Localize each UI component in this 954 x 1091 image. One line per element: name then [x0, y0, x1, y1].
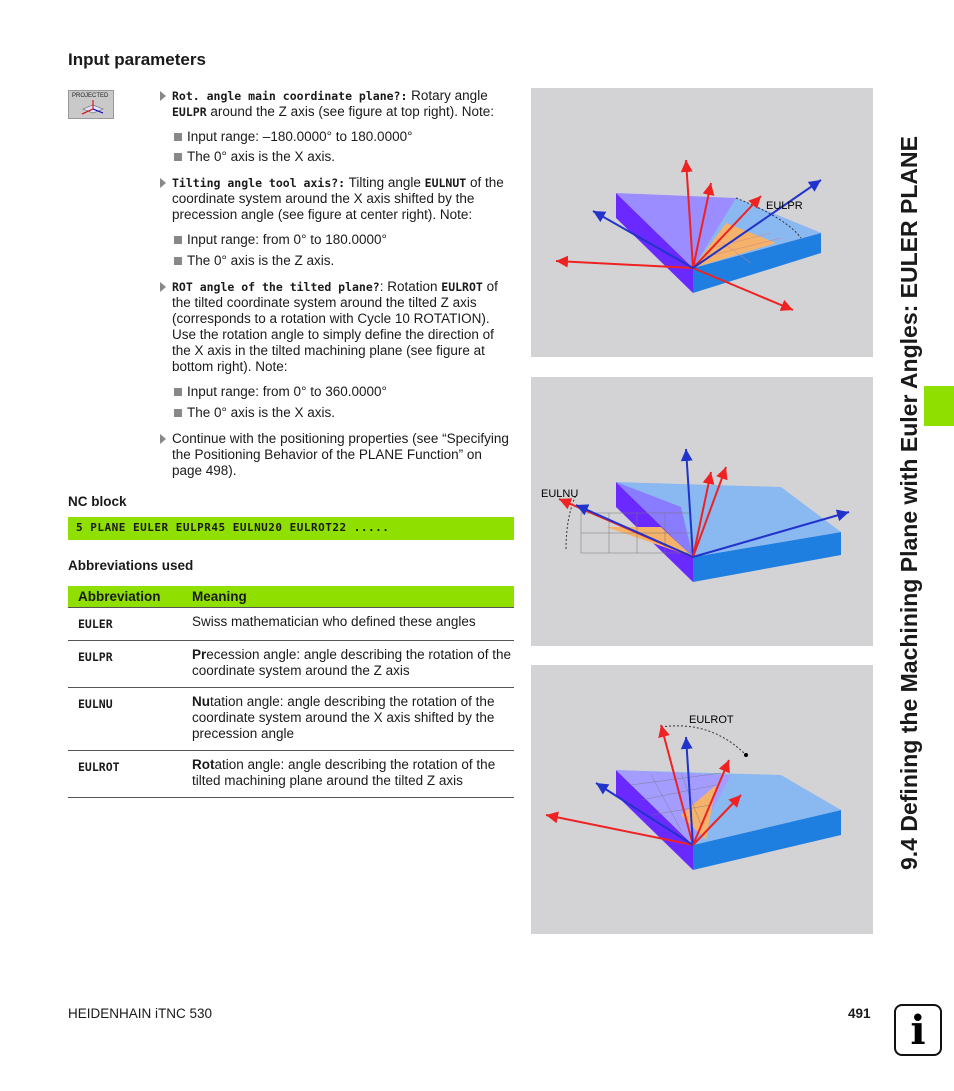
- table-header: Meaning: [182, 586, 514, 608]
- meaning-cell: [182, 688, 514, 751]
- meaning-bold: Rot: [192, 757, 215, 772]
- bullet-text: The 0° axis is the Z axis.: [187, 253, 335, 268]
- figure-label: EULROT: [689, 714, 734, 726]
- bullet-item: [174, 253, 334, 269]
- param-code: ROT angle of the tilted plane?: [172, 280, 380, 294]
- bullet-text: The 0° axis is the X axis.: [187, 149, 335, 164]
- page-number: 491: [848, 1006, 871, 1021]
- footer-product: HEIDENHAIN iTNC 530: [68, 1006, 213, 1021]
- figure-eulpr: [531, 88, 873, 357]
- meaning-text: tation angle: angle describing the rotation of the coordinate system around the X axis shifted by the precession angle: [192, 694, 495, 741]
- continue-paragraph: [160, 431, 512, 479]
- bullet-square-icon: [174, 236, 182, 244]
- param-text: of the coordinate system around the X axis shifted by the precession angle (see figure at center right). Note:: [172, 175, 504, 222]
- bullet-text: Input range: –180.0000° to 180.0000°: [187, 129, 413, 144]
- bullet-square-icon: [174, 257, 182, 265]
- section-title: Input parameters: [68, 50, 206, 69]
- eulrot-diagram: [531, 665, 873, 934]
- nc-block-code: 5 PLANE EULER EULPR45 EULNU20 EULROT22 .....: [76, 521, 390, 534]
- chapter-side-title: 9.4 Defining the Machining Plane with Euler Angles: EULER PLANE: [896, 136, 922, 870]
- bullet-text: Input range: from 0° to 180.0000°: [187, 232, 387, 247]
- param-code2: EULPR: [172, 105, 207, 119]
- meaning-cell: [182, 641, 514, 688]
- chapter-tab: [924, 386, 954, 426]
- table-header: Abbreviation: [68, 586, 182, 608]
- bullet-item: [174, 232, 387, 248]
- bullet-item: [174, 129, 413, 145]
- bullet-square-icon: [174, 153, 182, 161]
- meaning-cell: [182, 751, 514, 798]
- param-rot-main: [160, 88, 512, 120]
- param-text: : Rotation: [379, 279, 442, 294]
- param-tilt-tool: [160, 175, 512, 223]
- table-row: [68, 751, 514, 798]
- meaning-cell: [182, 608, 514, 641]
- eulnu-diagram: [531, 377, 873, 646]
- arrow-icon: [160, 434, 166, 444]
- abbr-cell: EULPR: [68, 641, 182, 688]
- abbr-cell: EULER: [68, 608, 182, 641]
- abbr-cell: EULROT: [68, 751, 182, 798]
- info-icon-glyph: i: [910, 1007, 926, 1054]
- bullet-text: Input range: from 0° to 360.0000°: [187, 384, 387, 399]
- param-text: Tilting angle: [345, 175, 425, 190]
- projected-icon-label: PROJECTED: [72, 93, 109, 99]
- abbreviation-table: [68, 586, 514, 798]
- bullet-text: The 0° axis is the X axis.: [187, 405, 335, 420]
- param-text: Rotary angle: [407, 88, 488, 103]
- axes-icon: [79, 99, 105, 117]
- abbr-cell: EULNU: [68, 688, 182, 751]
- figure-eulnu: [531, 377, 873, 646]
- bullet-item: [174, 149, 335, 165]
- param-code: Tilting angle tool axis?:: [172, 176, 346, 190]
- param-code2: EULNUT: [424, 176, 467, 190]
- projected-icon: [68, 90, 114, 119]
- arrow-icon: [160, 282, 166, 292]
- eulpr-diagram: [531, 88, 873, 357]
- meaning-bold: Nu: [192, 694, 210, 709]
- meaning-text: ecession angle: angle describing the rotation of the coordinate system around the Z axis: [192, 647, 511, 678]
- param-rot-tilted: [160, 279, 512, 375]
- continue-text: Continue with the positioning properties (see “Specifying the Positioning Behavior of the PLANE Function” on page 498).: [172, 431, 509, 478]
- param-text: around the Z axis (see figure at top right). Note:: [206, 104, 495, 119]
- param-code: Rot. angle main coordinate plane?:: [172, 89, 408, 103]
- figure-label: EULNU: [541, 488, 579, 500]
- table-row: [68, 608, 514, 641]
- nc-block: [68, 517, 514, 540]
- bullet-item: [174, 405, 335, 421]
- meaning-text: ation angle: angle describing the rotation of the tilted machining plane around the tilted Z axis: [192, 757, 496, 788]
- meaning-text: Swiss mathematician who defined these angles: [192, 614, 476, 629]
- bullet-square-icon: [174, 388, 182, 396]
- bullet-square-icon: [174, 133, 182, 141]
- nc-block-heading: NC block: [68, 494, 127, 509]
- arrow-icon: [160, 178, 166, 188]
- table-row: [68, 641, 514, 688]
- figure-eulrot: [531, 665, 873, 934]
- figure-label: EULPR: [766, 200, 803, 212]
- bullet-square-icon: [174, 409, 182, 417]
- table-row: [68, 688, 514, 751]
- param-code2: EULROT: [441, 280, 483, 294]
- meaning-bold: Pr: [192, 647, 207, 662]
- info-icon: [894, 1004, 942, 1056]
- param-text: of the tilted coordinate system around the tilted Z axis (corresponds to a rotation with Cycle 10 ROTATION). Use the rotation angle to simply define the direction of the X axis in the tilted machining plane (see figure at bottom right). Note:: [172, 279, 498, 374]
- bullet-item: [174, 384, 387, 400]
- abbr-heading: Abbreviations used: [68, 558, 194, 573]
- arrow-icon: [160, 91, 166, 101]
